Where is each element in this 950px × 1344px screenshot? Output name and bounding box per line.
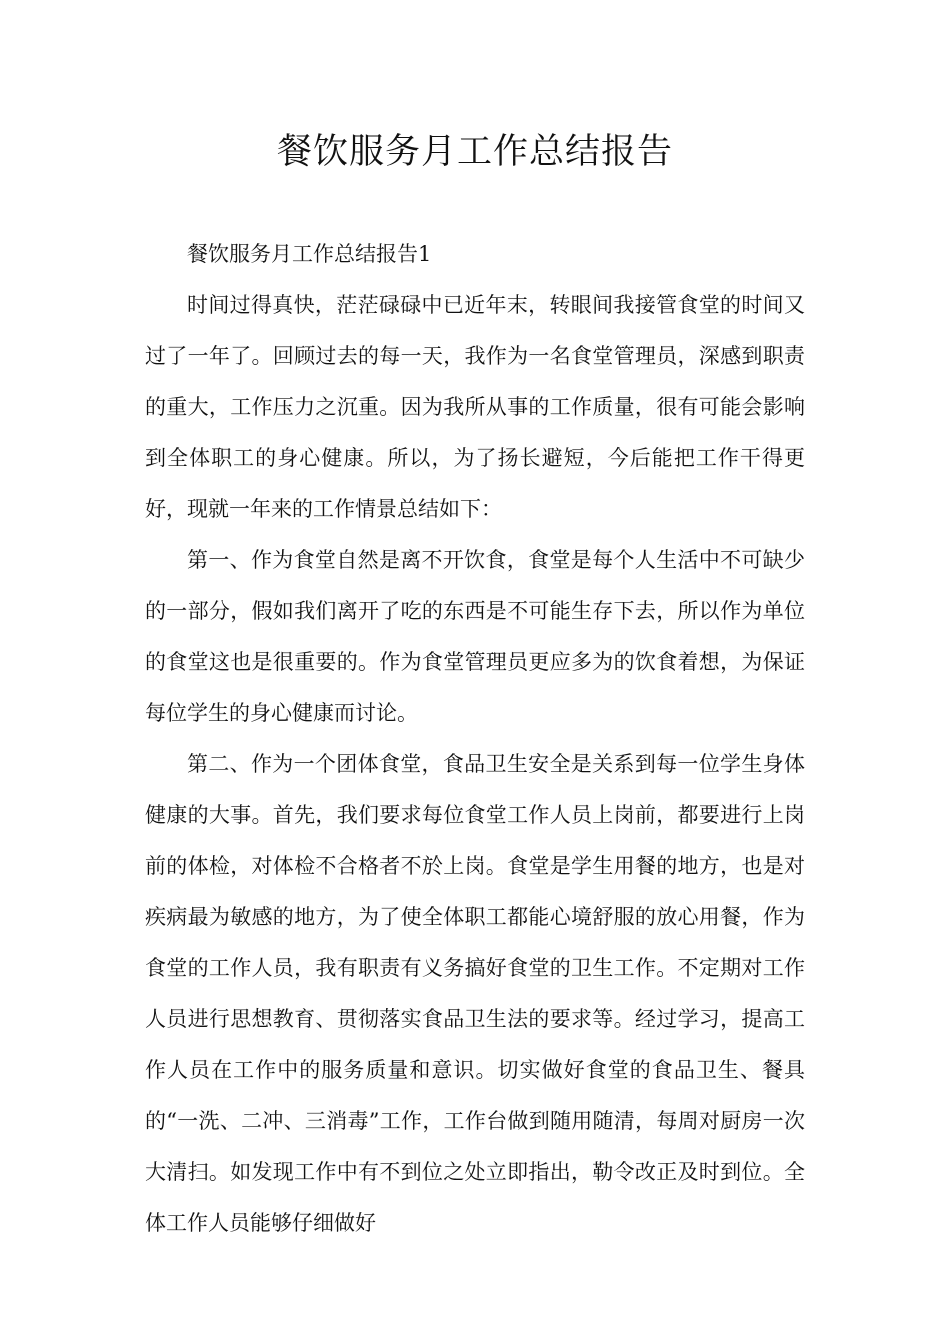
paragraph-intro: 时间过得真快，茫茫碌碌中已近年末，转眼间我接管食堂的时间又过了一年了。回顾过去的每一天，我作为一名食堂管理员，深感到职责的重大，工作压力之沉重。因为我所从事的工作质量，很有可能会影响到全体职工的身心健康。所以，为了扬长避短，今后能把工作干得更好，现就一年来的工作情景总结如下： <box>145 293 805 521</box>
document-body <box>145 229 805 1249</box>
paragraph-second: 第二、作为一个团体食堂，食品卫生安全是关系到每一位学生身体健康的大事。首先，我们要求每位食堂工作人员上岗前，都要进行上岗前的体检，对体检不合格者不於上岗。食堂是学生用餐的地方，也是对疾病最为敏感的地方，为了使全体职工都能心境舒服的放心用餐，作为食堂的工作人员，我有职责有义务搞好食堂的卫生工作。不定期对工作人员进行思想教育、贯彻落实食品卫生法的要求等。经过学习，提高工作人员在工作中的服务质量和意识。切实做好食堂的食品卫生、餐具的“一洗、二冲、三消毒”工作，工作台做到随用随清，每周对厨房一次大清扫。如发现工作中有不到位之处立即指出，勒令改正及时到位。全体工作人员能够仔细做好 <box>145 752 805 1235</box>
document-title: 餐饮服务月工作总结报告 <box>276 132 673 172</box>
section-heading: 餐饮服务月工作总结报告1 <box>187 242 432 266</box>
paragraph-first: 第一、作为食堂自然是离不开饮食，食堂是每个人生活中不可缺少的一部分，假如我们离开了吃的东西是不可能生存下去，所以作为单位的食堂这也是很重要的。作为食堂管理员更应多为的饮食着想，为保证每位学生的身心健康而讨论。 <box>145 548 805 725</box>
